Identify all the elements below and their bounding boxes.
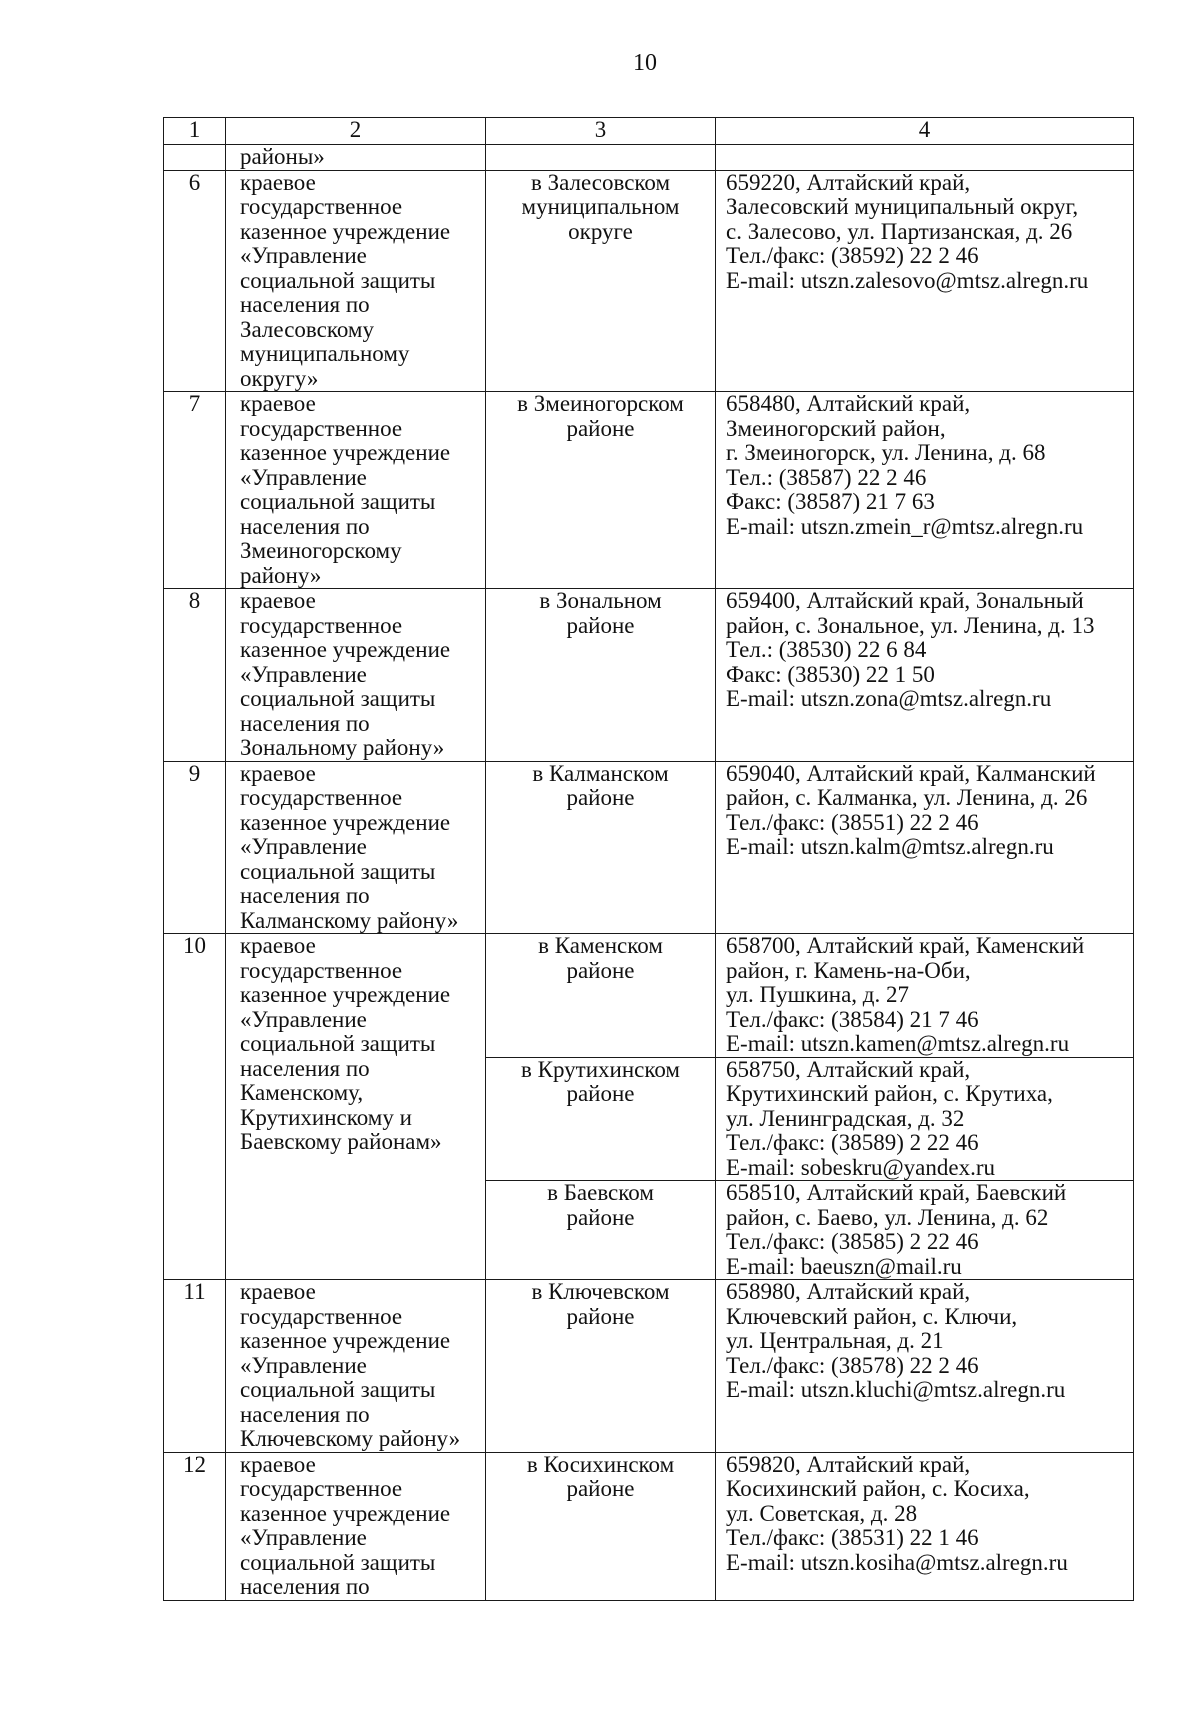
service-area-line: районе <box>566 1303 635 1329</box>
table-cell <box>486 145 716 171</box>
organization-name-line: социальной защиты <box>240 1377 436 1402</box>
contact-info <box>716 934 1134 1058</box>
organization-name-line: Крутихинскому и <box>240 1104 412 1130</box>
organization-name-line: «Управление <box>240 1525 367 1550</box>
contact-info <box>716 761 1134 934</box>
service-area <box>486 1181 716 1280</box>
contact-info-line: Тел./факс: (38592) 22 2 46 <box>726 243 979 268</box>
organization-name-line: краевое <box>240 170 316 195</box>
table-row <box>164 761 1134 934</box>
organization-name-line: «Управление <box>240 464 367 490</box>
organization-name-line: «Управление <box>240 1006 367 1032</box>
organization-name-line: государственное <box>240 1476 403 1501</box>
service-area-line: муниципальном <box>521 194 680 219</box>
contact-info-line: Тел./факс: (38584) 21 7 46 <box>726 1006 979 1032</box>
service-area <box>486 1057 716 1181</box>
organization-name-line: муниципальному <box>240 341 410 366</box>
table-row <box>164 589 1134 762</box>
organization-name-line: государственное <box>240 1303 403 1329</box>
row-number: 12 <box>164 1452 226 1600</box>
service-area-line: районе <box>566 785 635 810</box>
contact-info-line: E-mail: utszn.zmein_r@mtsz.alregn.ru <box>726 513 1084 539</box>
organization-name-line: краевое <box>240 588 316 613</box>
organization-name-line: социальной защиты <box>240 489 436 514</box>
organization-name-line: населения по <box>240 1055 370 1081</box>
organization-name-line: казенное учреждение <box>240 218 451 244</box>
service-area-line: районе <box>566 612 635 638</box>
organization-name-line: краевое <box>240 933 316 958</box>
contact-info-line: 659040, Алтайский край, Калманский <box>726 761 1096 786</box>
contact-info-line: Тел./факс: (38551) 22 2 46 <box>726 809 979 835</box>
organization-name-line: Залесовскому <box>240 316 374 342</box>
service-area-line: в Залесовском <box>530 170 671 195</box>
service-area-line: районе <box>566 1476 635 1501</box>
contact-info-line: ул. Центральная, д. 21 <box>726 1328 944 1353</box>
service-area <box>486 934 716 1058</box>
contact-info-line: Тел./факс: (38585) 2 22 46 <box>726 1229 979 1254</box>
organization-name-line: «Управление <box>240 834 367 859</box>
organization-name-line: населения по <box>240 1401 370 1427</box>
organization-name-line: Зональному району» <box>240 735 445 760</box>
table-cell <box>716 145 1134 171</box>
organization-name-line: населения по <box>240 883 370 908</box>
contact-info-line: Крутихинский район, с. Крутиха, <box>726 1081 1053 1106</box>
column-header: 3 <box>486 118 716 145</box>
contact-info-line: с. Залесово, ул. Партизанская, д. 26 <box>726 218 1073 244</box>
service-area <box>486 589 716 762</box>
contact-info <box>716 589 1134 762</box>
contact-info-line: E-mail: sobeskru@yandex.ru <box>726 1154 996 1180</box>
contact-info-line: 658700, Алтайский край, Каменский <box>726 933 1085 958</box>
organization-name <box>226 1452 486 1600</box>
service-area <box>486 1280 716 1453</box>
contact-info-line: 659220, Алтайский край, <box>726 170 971 195</box>
organization-name-line: государственное <box>240 957 403 983</box>
contact-info-line: Змеиногорский район, <box>726 415 946 441</box>
contact-info-line: E-mail: baeuszn@mail.ru <box>726 1253 962 1279</box>
service-area <box>486 1452 716 1600</box>
row-number: 6 <box>164 170 226 392</box>
row-number: 7 <box>164 392 226 589</box>
organization-name-line: социальной защиты <box>240 1031 436 1056</box>
service-area-line: в Калманском <box>532 761 669 786</box>
organization-name-line: казенное учреждение <box>240 1328 451 1353</box>
table-cell <box>164 145 226 171</box>
organization-name-line: населения по <box>240 1574 370 1599</box>
row-number: 8 <box>164 589 226 762</box>
contact-info-line: район, г. Камень-на-Оби, <box>726 957 971 983</box>
organization-name <box>226 1280 486 1453</box>
contact-info <box>716 1452 1134 1600</box>
service-area-line: районе <box>566 1204 635 1230</box>
institutions-table <box>163 117 1134 1601</box>
contact-info-line: Факс: (38530) 22 1 50 <box>726 661 935 687</box>
contact-info-line: 658750, Алтайский край, <box>726 1057 971 1082</box>
organization-name-line: государственное <box>240 785 403 810</box>
table-header-row <box>164 118 1134 145</box>
contact-info-line: Ключевский район, с. Ключи, <box>726 1303 1018 1329</box>
organization-name-line: «Управление <box>240 243 367 268</box>
organization-name-line: Ключевскому району» <box>240 1426 461 1451</box>
organization-name-line: казенное учреждение <box>240 809 451 835</box>
table-body <box>164 170 1134 1600</box>
organization-name-line: району» <box>240 562 322 588</box>
contact-info-line: 658480, Алтайский край, <box>726 391 971 416</box>
contact-info-line: E-mail: utszn.kluchi@mtsz.alregn.ru <box>726 1377 1066 1402</box>
contact-info <box>716 170 1134 392</box>
service-area-line: округе <box>568 218 633 244</box>
column-header: 1 <box>164 118 226 145</box>
contact-info-line: Факс: (38587) 21 7 63 <box>726 489 935 514</box>
column-header: 2 <box>226 118 486 145</box>
organization-name-line: социальной защиты <box>240 1549 436 1575</box>
organization-name-line: государственное <box>240 415 403 441</box>
table-row <box>164 1452 1134 1600</box>
page-number: 10 <box>633 50 657 76</box>
service-area-line: в Баевском <box>547 1180 654 1205</box>
organization-name-line: казенное учреждение <box>240 440 451 465</box>
service-area-line: в Ключевском <box>531 1279 670 1304</box>
contact-info-line: ул. Ленинградская, д. 32 <box>726 1105 965 1131</box>
contact-info-line: Косихинский район, с. Косиха, <box>726 1476 1030 1501</box>
organization-name <box>226 934 486 1280</box>
contact-info-line: E-mail: utszn.zona@mtsz.alregn.ru <box>726 686 1052 711</box>
service-area-line: в Зональном <box>539 588 662 613</box>
contact-info-line: E-mail: utszn.kosiha@mtsz.alregn.ru <box>726 1549 1068 1575</box>
organization-name-line: казенное учреждение <box>240 1500 451 1526</box>
contact-info-line: E-mail: utszn.kamen@mtsz.alregn.ru <box>726 1031 1070 1056</box>
organization-name-line: Змеиногорскому <box>240 538 402 563</box>
organization-name-line: государственное <box>240 194 403 219</box>
continuation-row <box>164 145 1134 171</box>
organization-name-line: округу» <box>240 365 319 391</box>
contact-info-line: район, с. Калманка, ул. Ленина, д. 26 <box>726 785 1088 810</box>
organization-name-line: Калманскому району» <box>240 907 459 933</box>
organization-name-line: населения по <box>240 710 370 736</box>
contact-info <box>716 1280 1134 1453</box>
table-row <box>164 1280 1134 1453</box>
continuation-text: районы» <box>226 145 486 171</box>
contact-info-line: E-mail: utszn.kalm@mtsz.alregn.ru <box>726 834 1054 859</box>
contact-info-line: район, с. Зональное, ул. Ленина, д. 13 <box>726 612 1095 638</box>
contact-info-line: Тел.: (38530) 22 6 84 <box>726 637 927 662</box>
table-row <box>164 170 1134 392</box>
contact-info-line: Тел./факс: (38589) 2 22 46 <box>726 1130 979 1155</box>
organization-name-line: краевое <box>240 1452 316 1477</box>
contact-info-line: 659820, Алтайский край, <box>726 1452 971 1477</box>
organization-name-line: социальной защиты <box>240 686 436 711</box>
row-number: 11 <box>164 1280 226 1453</box>
organization-name-line: «Управление <box>240 661 367 687</box>
row-number: 9 <box>164 761 226 934</box>
organization-name-line: краевое <box>240 761 316 786</box>
service-area <box>486 170 716 392</box>
organization-name-line: казенное учреждение <box>240 982 451 1007</box>
organization-name-line: населения по <box>240 292 370 317</box>
contact-info-line: 658980, Алтайский край, <box>726 1279 971 1304</box>
service-area <box>486 761 716 934</box>
service-area <box>486 392 716 589</box>
contact-info <box>716 1057 1134 1181</box>
service-area-line: в Змеиногорском <box>517 391 684 416</box>
contact-info-line: район, с. Баево, ул. Ленина, д. 62 <box>726 1204 1049 1230</box>
organization-name-line: социальной защиты <box>240 858 436 884</box>
contact-info <box>716 1181 1134 1280</box>
organization-name <box>226 392 486 589</box>
organization-name-line: Каменскому, <box>240 1080 364 1105</box>
contact-info-line: ул. Пушкина, д. 27 <box>726 982 909 1007</box>
service-area-line: в Косихинском <box>526 1452 675 1477</box>
contact-info-line: Тел./факс: (38578) 22 2 46 <box>726 1352 979 1378</box>
contact-info-line: Тел.: (38587) 22 2 46 <box>726 464 927 490</box>
column-header: 4 <box>716 118 1134 145</box>
service-area-line: в Каменском <box>538 933 663 958</box>
organization-name-line: «Управление <box>240 1352 367 1378</box>
contact-info-line: 659400, Алтайский край, Зональный <box>726 588 1084 613</box>
contact-info-line: Залесовский муниципальный округ, <box>726 194 1079 219</box>
organization-name-line: краевое <box>240 1279 316 1304</box>
contact-info-line: E-mail: utszn.zalesovo@mtsz.alregn.ru <box>726 267 1089 293</box>
contact-info-line: 658510, Алтайский край, Баевский <box>726 1180 1067 1205</box>
contact-info-line: ул. Советская, д. 28 <box>726 1500 918 1526</box>
table-row <box>164 934 1134 1058</box>
row-number: 10 <box>164 934 226 1280</box>
organization-name-line: казенное учреждение <box>240 637 451 662</box>
organization-name <box>226 761 486 934</box>
organization-name <box>226 170 486 392</box>
organization-name-line: государственное <box>240 612 403 638</box>
organization-name <box>226 589 486 762</box>
service-area-line: в Крутихинском <box>521 1057 680 1082</box>
service-area-line: районе <box>566 957 635 983</box>
contact-info-line: Тел./факс: (38531) 22 1 46 <box>726 1525 979 1550</box>
contact-info-line: г. Змеиногорск, ул. Ленина, д. 68 <box>726 440 1046 465</box>
organization-name-line: Баевскому районам» <box>240 1129 442 1154</box>
organization-name-line: социальной защиты <box>240 267 436 293</box>
service-area-line: районе <box>566 1081 635 1106</box>
organization-name-line: краевое <box>240 391 316 416</box>
service-area-line: районе <box>566 415 635 441</box>
organization-name-line: населения по <box>240 513 370 539</box>
table-row <box>164 392 1134 589</box>
contact-info <box>716 392 1134 589</box>
